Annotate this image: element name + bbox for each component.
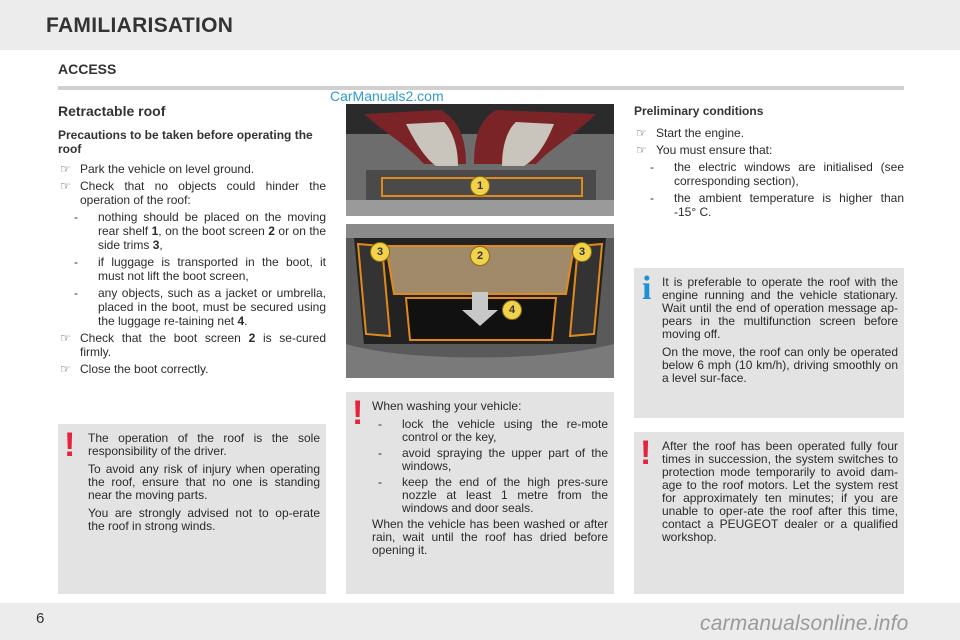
rear-shelf-illustration xyxy=(346,104,614,216)
dash-avoid-spraying: - avoid spraying the upper part of the windows, xyxy=(372,447,608,473)
ref-number: 2 xyxy=(248,331,256,345)
bullet-boot-screen xyxy=(58,331,326,359)
bullet-text: Check that the boot screen xyxy=(80,331,249,345)
dash-ambient-temperature: - the ambient temperature is higher than -15° C. xyxy=(644,191,904,219)
dash-text: or on the side trims xyxy=(98,224,327,252)
watermark-link-bottom[interactable]: carmanualsonline.info xyxy=(700,612,909,635)
warning-icon: ! xyxy=(64,426,76,464)
callout-3-left: 3 xyxy=(370,242,390,262)
ref-number: 4 xyxy=(237,314,245,328)
boot-photo xyxy=(346,224,614,378)
watermark-link-top[interactable]: CarManuals2.com xyxy=(330,88,444,104)
bullet-check-objects: ☞ Check that no objects could hinder the operation of the roof: xyxy=(58,179,326,207)
warning-icon: ! xyxy=(352,394,364,432)
washing-intro: When washing your vehicle: xyxy=(372,399,522,413)
info-right-text xyxy=(662,276,898,390)
ref-number: 3 xyxy=(152,238,160,252)
bullet-close-boot: ☞ Close the boot correctly. xyxy=(58,362,326,376)
dash-nozzle-distance: - keep the end of the high pres-sure nozzle at least 1 metre from the windows and door seals. xyxy=(372,476,608,515)
dash-lock-vehicle: - lock the vehicle using the re-mote control or the key, xyxy=(372,418,608,444)
page-header-title: FAMILIARISATION xyxy=(46,14,234,37)
precautions-subheading: Precautions to be taken before operating the roof xyxy=(58,128,313,156)
bullet-start-engine: ☞ Start the engine. xyxy=(634,126,904,140)
warning-middle-text xyxy=(372,400,608,562)
warning-box-left xyxy=(58,424,326,594)
ref-number: 2 xyxy=(268,224,275,238)
callout-3-right: 3 xyxy=(572,242,592,262)
warning-left-p1: The operation of the roof is the sole responsibility of the driver. xyxy=(88,431,320,458)
warning-icon: ! xyxy=(640,434,652,472)
dash-nothing-placed xyxy=(68,210,326,252)
dash-text: any objects, such as a jacket or umbrella, placed in the boot, must be secured using the luggage re-taining net xyxy=(98,286,326,328)
callout-1: 1 xyxy=(470,176,490,196)
bullet-level-ground: ☞ Park the vehicle on level ground. xyxy=(58,162,326,176)
bullet-text: is se-cured firmly. xyxy=(80,331,326,359)
page-number: 6 xyxy=(36,610,45,627)
right-column xyxy=(634,104,904,222)
info-box-right xyxy=(634,268,904,418)
warning-left-text xyxy=(88,432,320,538)
bullet-ensure: ☞ You must ensure that: xyxy=(634,143,904,157)
dash-text: , xyxy=(159,238,163,252)
section-title: ACCESS xyxy=(58,61,117,77)
callout-4: 4 xyxy=(502,300,522,320)
dash-text: nothing should be placed on the moving rear shelf xyxy=(98,210,326,238)
warning-right-text xyxy=(662,440,898,549)
info-right-p2: On the move, the roof can only be operated below 6 mph (10 km/h), driving smoothly on a level sur-face. xyxy=(662,345,898,385)
preliminary-conditions-heading: Preliminary conditions xyxy=(634,104,764,118)
dash-text: . xyxy=(244,314,248,328)
dash-luggage: - if luggage is transported in the boot, it must not lift the boot screen, xyxy=(68,255,326,283)
warning-box-middle xyxy=(346,392,614,594)
ref-number: 1 xyxy=(151,224,159,238)
rear-shelf-photo xyxy=(346,104,614,216)
info-right-p1: It is preferable to operate the roof with the engine running and the vehicle stationary. Wait until the end of operation message ap-pears in the multifunction screen before moving off. xyxy=(662,275,898,341)
dash-objects-secured xyxy=(68,286,326,328)
warning-box-right xyxy=(634,432,904,594)
left-column xyxy=(58,104,326,379)
warning-left-p3: You are strongly advised not to op-erate the roof in strong winds. xyxy=(88,506,320,533)
washing-outro: When the vehicle has been washed or after rain, wait until the roof has dried before opening it. xyxy=(372,517,608,557)
warning-left-p2: To avoid any risk of injury when operating the roof, ensure that no one is standing near the moving parts. xyxy=(88,462,320,502)
warning-right-p1: After the roof has been operated fully four times in succession, the system switches to protection mode temporarily to avoid dam-age to the roof motors. Let the system rest for approximately ten minutes; if you are unable to oper-ate the roof after this time, contact a PEUGEOT dealer or a qualified workshop. xyxy=(662,439,898,544)
dash-electric-windows: - the electric windows are initialised (see corresponding section), xyxy=(644,160,904,188)
section-divider xyxy=(58,86,904,90)
dash-text: , on the boot screen xyxy=(158,224,269,238)
retractable-roof-heading: Retractable roof xyxy=(58,103,166,119)
callout-2: 2 xyxy=(470,246,490,266)
info-icon: i xyxy=(642,270,652,307)
